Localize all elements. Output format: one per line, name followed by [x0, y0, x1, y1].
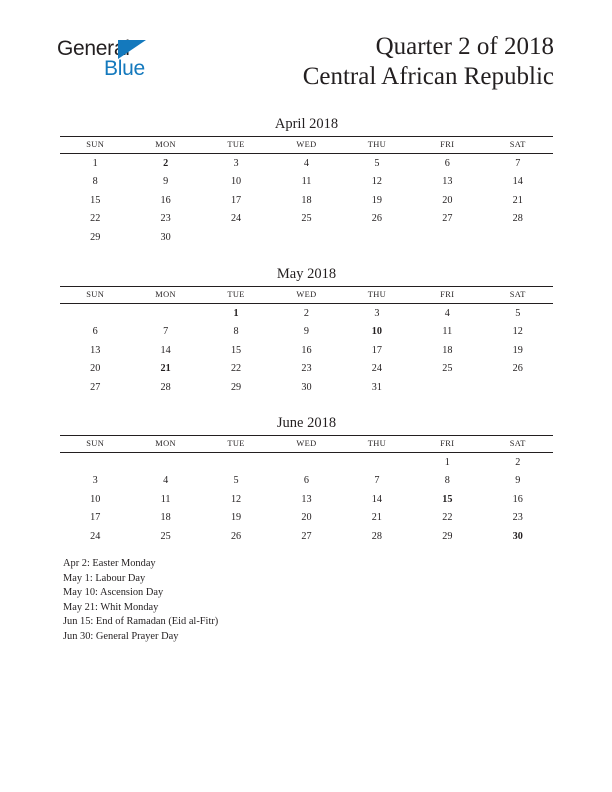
day-cell-empty: [271, 229, 341, 247]
day-cell[interactable]: 12: [230, 493, 242, 505]
day-cell-holiday[interactable]: 10: [371, 326, 382, 338]
weekday-header-thu: THU: [367, 439, 387, 448]
week-row: [60, 491, 553, 509]
day-cell[interactable]: 9: [515, 475, 521, 487]
day-cell[interactable]: 13: [90, 344, 101, 356]
weekday-header-fri: FRI: [440, 439, 455, 448]
weekday-header-sun: SUN: [86, 290, 105, 299]
day-cell[interactable]: 2: [303, 308, 310, 319]
day-cell[interactable]: 5: [515, 308, 521, 319]
day-cell[interactable]: 14: [371, 493, 382, 505]
day-cell-holiday[interactable]: 21: [160, 363, 171, 375]
day-cell[interactable]: 11: [301, 176, 312, 188]
day-cell[interactable]: 19: [230, 512, 242, 524]
month-block-june: [60, 413, 553, 546]
day-cell[interactable]: 28: [512, 213, 523, 225]
weekday-header-row: [60, 287, 553, 304]
week-row: [60, 173, 553, 191]
day-cell[interactable]: 26: [512, 363, 523, 375]
day-cell[interactable]: 29: [230, 381, 242, 393]
day-cell[interactable]: 19: [371, 194, 382, 206]
day-cell[interactable]: 6: [92, 326, 98, 338]
day-cell-empty: [342, 229, 412, 247]
weekday-header-mon: MON: [155, 439, 176, 448]
day-cell[interactable]: 3: [374, 308, 380, 319]
day-cell[interactable]: 12: [512, 326, 523, 338]
day-cell[interactable]: 24: [230, 213, 242, 225]
month-block-may: [60, 264, 553, 397]
day-cell[interactable]: 6: [444, 158, 450, 169]
day-cell[interactable]: 18: [442, 344, 453, 356]
week-row: [60, 342, 553, 360]
holiday-legend: [63, 557, 503, 645]
calendar-table: [60, 136, 553, 247]
day-cell-empty: [271, 453, 341, 473]
day-cell[interactable]: 16: [301, 344, 312, 356]
day-cell[interactable]: 26: [230, 530, 242, 542]
day-cell[interactable]: 3: [233, 158, 239, 169]
day-cell[interactable]: 14: [160, 344, 171, 356]
day-cell[interactable]: 11: [442, 326, 453, 338]
day-cell-empty: [201, 453, 271, 473]
day-cell[interactable]: 16: [160, 194, 171, 206]
day-cell[interactable]: 22: [442, 512, 453, 524]
week-row: [60, 154, 553, 174]
day-cell[interactable]: 13: [442, 176, 453, 188]
day-cell[interactable]: 7: [515, 158, 521, 169]
day-cell[interactable]: 17: [90, 512, 101, 524]
week-row: [60, 360, 553, 378]
title-country: Central African Republic: [302, 63, 554, 90]
day-cell[interactable]: 29: [90, 231, 101, 243]
day-cell[interactable]: 9: [303, 326, 310, 338]
legend-item: Apr 2: Easter Monday: [63, 558, 156, 569]
month-title: April 2018: [274, 116, 339, 132]
weekday-header-thu: THU: [367, 140, 387, 149]
week-row: [60, 323, 553, 341]
day-cell[interactable]: 4: [444, 308, 450, 319]
day-cell-empty: [60, 453, 130, 473]
day-cell-empty: [412, 379, 482, 397]
day-cell[interactable]: 12: [371, 176, 382, 188]
day-cell[interactable]: 23: [301, 363, 312, 375]
day-cell[interactable]: 27: [301, 530, 312, 542]
day-cell[interactable]: 10: [230, 176, 242, 188]
week-row: [60, 229, 553, 247]
day-cell[interactable]: 28: [371, 530, 382, 542]
day-cell[interactable]: 7: [163, 326, 169, 338]
day-cell[interactable]: 21: [371, 512, 382, 524]
day-cell[interactable]: 18: [301, 194, 312, 206]
weekday-header-sat: SAT: [509, 140, 526, 149]
weekday-header-sun: SUN: [86, 140, 105, 149]
page-header: [0, 0, 612, 108]
month-title: June 2018: [276, 415, 337, 431]
page-title: [303, 32, 554, 92]
legend-item: Jun 15: End of Ramadan (Eid al-Fitr): [63, 616, 219, 628]
day-cell[interactable]: 22: [230, 363, 242, 375]
day-cell[interactable]: 21: [512, 194, 523, 206]
weekday-header-row: [60, 436, 553, 453]
day-cell[interactable]: 5: [374, 158, 380, 169]
weekday-header-row: [60, 137, 553, 154]
weekday-header-wed: WED: [296, 290, 317, 299]
day-cell-empty: [60, 304, 130, 324]
day-cell[interactable]: 9: [163, 176, 169, 188]
day-cell-holiday[interactable]: 15: [442, 493, 453, 505]
day-cell[interactable]: 13: [301, 493, 312, 505]
weekday-header-mon: MON: [155, 140, 176, 149]
week-row: [60, 304, 553, 324]
legend-item: May 21: Whit Monday: [63, 601, 159, 613]
day-cell[interactable]: 1: [92, 158, 98, 169]
day-cell[interactable]: 4: [163, 475, 169, 487]
day-cell[interactable]: 17: [230, 194, 242, 206]
day-cell[interactable]: 27: [442, 213, 453, 225]
day-cell[interactable]: 16: [512, 493, 523, 505]
day-cell[interactable]: 31: [371, 381, 382, 393]
week-row: [60, 453, 553, 473]
day-cell[interactable]: 20: [301, 512, 312, 524]
logo-word-blue: Blue: [104, 57, 145, 80]
weekday-header-sat: SAT: [509, 290, 526, 299]
day-cell[interactable]: 29: [442, 530, 453, 542]
legend-item: May 1: Labour Day: [63, 572, 146, 584]
weekday-header-mon: MON: [155, 290, 176, 299]
day-cell[interactable]: 17: [371, 344, 382, 356]
day-cell[interactable]: 25: [442, 363, 453, 375]
day-cell[interactable]: 5: [233, 475, 239, 487]
day-cell[interactable]: 18: [160, 512, 171, 524]
day-cell-empty: [412, 229, 482, 247]
month-title: May 2018: [276, 266, 337, 282]
day-cell[interactable]: 22: [90, 213, 101, 225]
day-cell[interactable]: 23: [512, 512, 523, 524]
day-cell[interactable]: 10: [90, 493, 101, 505]
day-cell[interactable]: 8: [92, 176, 98, 188]
calendar-table: [60, 286, 553, 397]
day-cell[interactable]: 2: [515, 457, 521, 468]
day-cell-holiday[interactable]: 30: [512, 530, 523, 542]
day-cell[interactable]: 15: [230, 344, 242, 356]
weekday-header-wed: WED: [296, 439, 317, 448]
day-cell[interactable]: 25: [301, 213, 312, 225]
day-cell[interactable]: 28: [160, 381, 171, 393]
day-cell[interactable]: 7: [374, 475, 380, 487]
calendar-table: [60, 435, 553, 546]
day-cell-empty: [483, 229, 553, 247]
day-cell[interactable]: 30: [160, 231, 171, 243]
day-cell[interactable]: 20: [90, 363, 101, 375]
day-cell-holiday[interactable]: 1: [233, 308, 239, 319]
week-row: [60, 472, 553, 490]
weekday-header-thu: THU: [367, 290, 387, 299]
weekday-header-tue: TUE: [227, 439, 245, 448]
weekday-header-tue: TUE: [227, 140, 245, 149]
month-block-april: [60, 114, 553, 247]
weekday-header-sat: SAT: [509, 439, 526, 448]
day-cell[interactable]: 11: [160, 493, 171, 505]
general-blue-logo: [57, 38, 207, 86]
day-cell[interactable]: 4: [303, 158, 310, 169]
day-cell[interactable]: 20: [442, 194, 453, 206]
day-cell[interactable]: 8: [444, 475, 450, 487]
day-cell-empty: [483, 379, 553, 397]
week-row: [60, 528, 553, 546]
day-cell-empty: [130, 453, 200, 473]
week-row: [60, 210, 553, 228]
legend-item: May 10: Ascension Day: [63, 587, 164, 599]
day-cell[interactable]: 19: [512, 344, 523, 356]
weekday-header-tue: TUE: [227, 290, 245, 299]
title-quarter: Quarter 2 of 2018: [375, 33, 554, 60]
day-cell[interactable]: 8: [233, 326, 239, 338]
weekday-header-fri: FRI: [440, 290, 455, 299]
day-cell[interactable]: 14: [512, 176, 523, 188]
day-cell-holiday[interactable]: 2: [163, 158, 169, 169]
logo-word-general: General: [57, 37, 130, 60]
day-cell[interactable]: 6: [303, 475, 310, 487]
day-cell[interactable]: 27: [90, 381, 101, 393]
day-cell[interactable]: 3: [92, 475, 98, 487]
day-cell[interactable]: 25: [160, 530, 171, 542]
day-cell[interactable]: 1: [444, 457, 450, 468]
week-row: [60, 509, 553, 527]
day-cell-empty: [130, 304, 200, 324]
day-cell[interactable]: 26: [371, 213, 382, 225]
weekday-header-sun: SUN: [86, 439, 105, 448]
day-cell[interactable]: 23: [160, 213, 171, 225]
week-row: [60, 192, 553, 210]
day-cell-empty: [201, 229, 271, 247]
day-cell[interactable]: 30: [301, 381, 312, 393]
weekday-header-fri: FRI: [440, 140, 455, 149]
day-cell[interactable]: 15: [90, 194, 101, 206]
weekday-header-wed: WED: [296, 140, 317, 149]
day-cell-empty: [342, 453, 412, 473]
legend-item: Jun 30: General Prayer Day: [63, 630, 179, 642]
week-row: [60, 379, 553, 397]
day-cell[interactable]: 24: [371, 363, 382, 375]
day-cell[interactable]: 24: [90, 530, 101, 542]
